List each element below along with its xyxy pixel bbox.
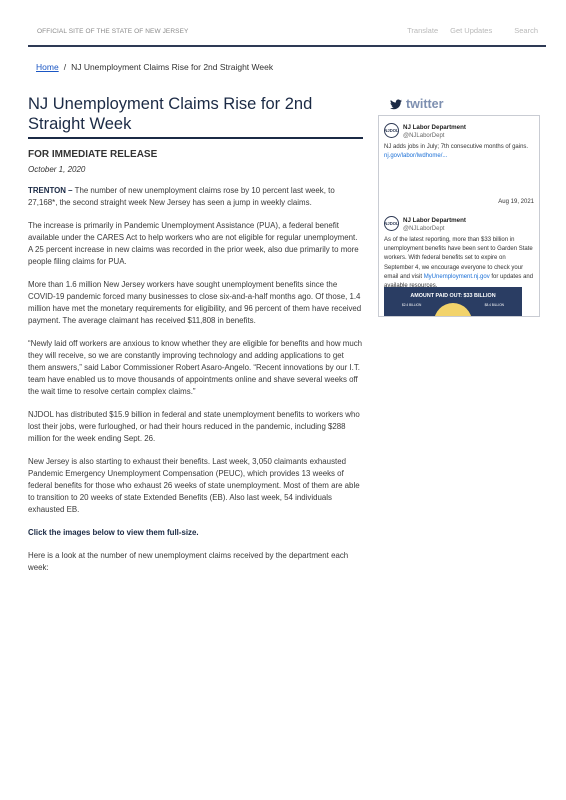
release-label: FOR IMMEDIATE RELEASE [28,149,158,160]
article-paragraph-4: “Newly laid off workers are anxious to know whether they are eligible for benefits and how much they will receive, so we are constantly improving technology and adding applications to get them answers,” said Labor Commissioner Robert Asaro-Angelo. “Recent innovations by our I.T. team have enabled us to move thousands of appointments online and shave several weeks off the wait time to resolve certain complex claims.” [28,339,363,396]
official-site-label: OFFICIAL SITE OF THE STATE OF NEW JERSEY [37,28,189,35]
avatar[interactable]: NJDOL [384,216,399,231]
breadcrumb-current: NJ Unemployment Claims Rise for 2nd Straight Week [71,62,274,72]
tweet-body: NJ adds jobs in July; 7th consecutive months of gains. [384,144,529,150]
infographic-left-label: $2.4 BILLION [402,303,422,307]
tweet-account-handle[interactable]: @NJLaborDept [403,133,445,139]
get-updates-link[interactable]: Get Updates [450,26,493,35]
tweet[interactable] [384,123,534,161]
article-paragraph-2: The increase is primarily in Pandemic Unemployment Assistance (PUA), a federal benefit available under the CARES Act to help workers who are not eligible for regular unemployment. A 25 percent increase in new claims was recorded in the prior week, also due primarily to more people filing claims for PUA. [28,221,359,266]
tweet[interactable] [384,216,534,291]
article-paragraph-5: NJDOL has distributed $15.9 billion in federal and state unemployment benefits to workers who lost their jobs, were furloughed, or had their hours reduced in the pandemic, including $288 million for the week ending Sept. 26. [28,410,360,443]
tweet-account-handle[interactable]: @NJLaborDept [403,226,445,232]
tweet-link[interactable]: MyUnemployment.nj.gov [423,273,490,280]
tweet-text [384,143,534,161]
avatar[interactable]: NJDOL [384,123,399,138]
twitter-bird-icon [390,99,402,110]
twitter-header[interactable] [378,94,542,114]
top-bar [0,0,566,46]
title-divider [28,137,363,139]
breadcrumb-home-link[interactable]: Home [36,62,59,72]
tweet-body: As of the latest reporting, more than $33 billion in unemployment benefits have been sent to Garden State workers. With federal benefits set to expire on September 4, we encourage everyone to check your email and visit [384,237,533,280]
breadcrumb-separator: / [63,62,67,72]
article-paragraph-3: More than 1.6 million New Jersey workers have sought unemployment benefits since the COVID-19 pandemic forced many businesses to close six-and-a-half months ago. Of those, 1.4 million have met the monetary requirements for eligibility, and 96 percent of them have received payment. The average claimant has received $11,808 in benefits. [28,280,362,325]
page-title: NJ Unemployment Claims Rise for 2nd Straight Week [28,95,313,133]
article-paragraph-8: Here is a look at the number of new unemployment claims received by the department each week: [28,551,349,572]
images-instruction: Click the images below to view them full-size. [28,528,199,537]
infographic-title: AMOUNT PAID OUT: $33 BILLION [410,293,496,299]
infographic-chart-disc [434,303,472,317]
release-date: October 1, 2020 [28,165,86,174]
breadcrumb [36,62,273,72]
tweet-account-name[interactable]: NJ Labor Department [403,124,466,131]
dateline: TRENTON – [28,186,73,195]
tweet-text [384,236,534,291]
twitter-sidebar [378,94,542,317]
tweet-body-end: for updates and [491,273,534,280]
tweet-account-name[interactable]: NJ Labor Department [403,217,466,224]
search-link[interactable]: Search [514,26,538,35]
infographic-right-label: $8.4 BILLION [484,303,504,307]
top-links [407,26,538,35]
translate-link[interactable]: Translate [407,26,439,35]
paragraph-1-text: The number of new unemployment claims rose by 10 percent last week, to 27,168*, the second straight week New Jersey has seen a jump in weekly claims. [28,186,335,207]
tweet-link[interactable]: nj.gov/labor/lwdhome/... [384,153,448,160]
tweet-date[interactable]: Aug 19, 2021 [498,199,534,205]
article-paragraph-6: New Jersey is also starting to exhaust their benefits. Last week, 3,050 claimants exhausted Pandemic Emergency Unemployment Compensation (PEUC), which provides 13 weeks of federal benefits for those who exhaust 26 weeks of state unemployment. Most of them are able to transition to 20 weeks of state Extended Benefits (EB). Also last week, 54 individuals exhausted EB. [28,457,360,514]
tweet-infographic-image[interactable] [384,287,522,317]
header-divider [28,45,546,47]
twitter-label: twitter [406,97,444,111]
article-paragraph-1 [28,185,363,209]
article [28,94,363,574]
twitter-feed[interactable] [378,115,540,317]
